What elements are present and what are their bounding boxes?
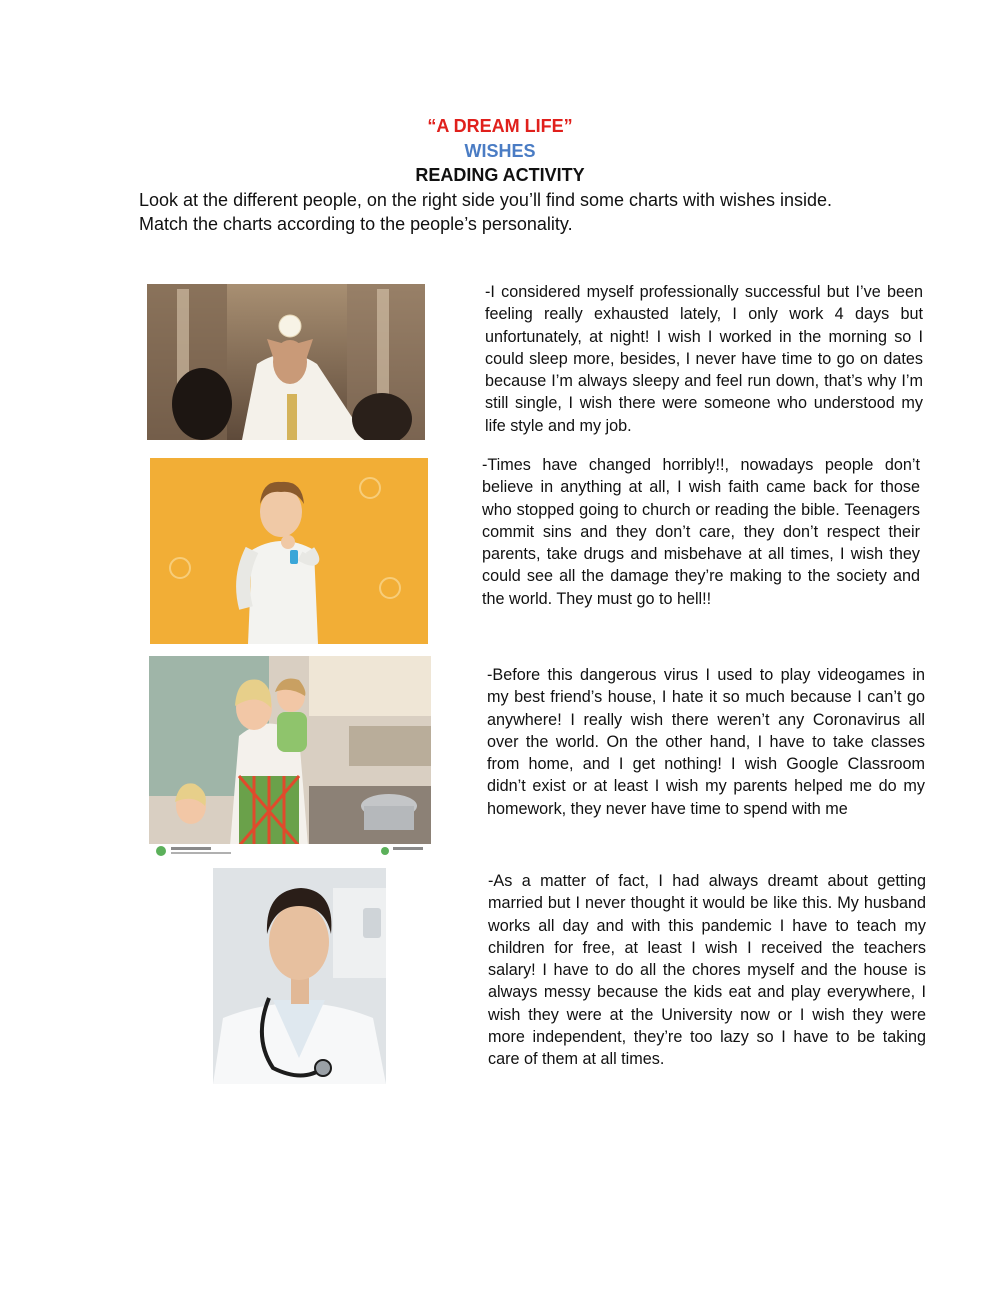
wish-text: -As a matter of fact, I had always dreamt about getting married but I never thought it would be like this. My husband works all day and with this pandemic I have to teach my children for free, at least I wish I received the teachers salary! I have to do all the chores myself and the house is always messy because the kids eat and play everywhere, I wish they were at the University now or I wish they were more independent, they’re too lazy so I have to be taking care of them at all times. xyxy=(488,872,926,1069)
boy-photo xyxy=(150,458,428,644)
wish-text: -Times have changed horribly!!, nowadays people don’t believe in anything at all, I wish faith came back for those who stopped going to church or reading the bible. Teenagers commit sins and they don’t care, they don’t respect their parents, take drugs and misbehave at all times, I wish they could see all the damage they’re making to the society and the world. They must go to hell!! xyxy=(482,456,920,608)
wish-text: -Before this dangerous virus I used to play videogames in my best friend’s house, I hate it so much because I can’t go anywhere! I really wish there weren’t any Coronavirus all over the world. On the other hand, I have to take classes from home, and I get nothing! I wish Google Classroom didn’t exist or at least I wish my parents helped me do my homework, they never have time to spend with me xyxy=(487,666,925,818)
instructions-text: Look at the different people, on the right side you’ll find some charts with wishes inside. Match the charts according to the people’s personality. xyxy=(139,190,833,234)
wish-text: -I considered myself professionally successful but I’ve been feeling really exhausted lately, I only work 4 days but unfortunately, at night! I wish I worked in the morning so I could sleep more, besides, I never have time to go on dates because I’m always sleepy and feel run down, that’s why I’m still single, I wish there were someone who understood my life style and my job. xyxy=(485,283,923,435)
worksheet-title: “A DREAM LIFE” xyxy=(427,116,573,136)
priest-photo xyxy=(147,284,425,440)
doctor-photo xyxy=(213,868,386,1084)
activity-heading: READING ACTIVITY xyxy=(415,165,585,185)
mother-children-photo xyxy=(149,656,431,858)
worksheet-subtitle: WISHES xyxy=(464,141,536,161)
